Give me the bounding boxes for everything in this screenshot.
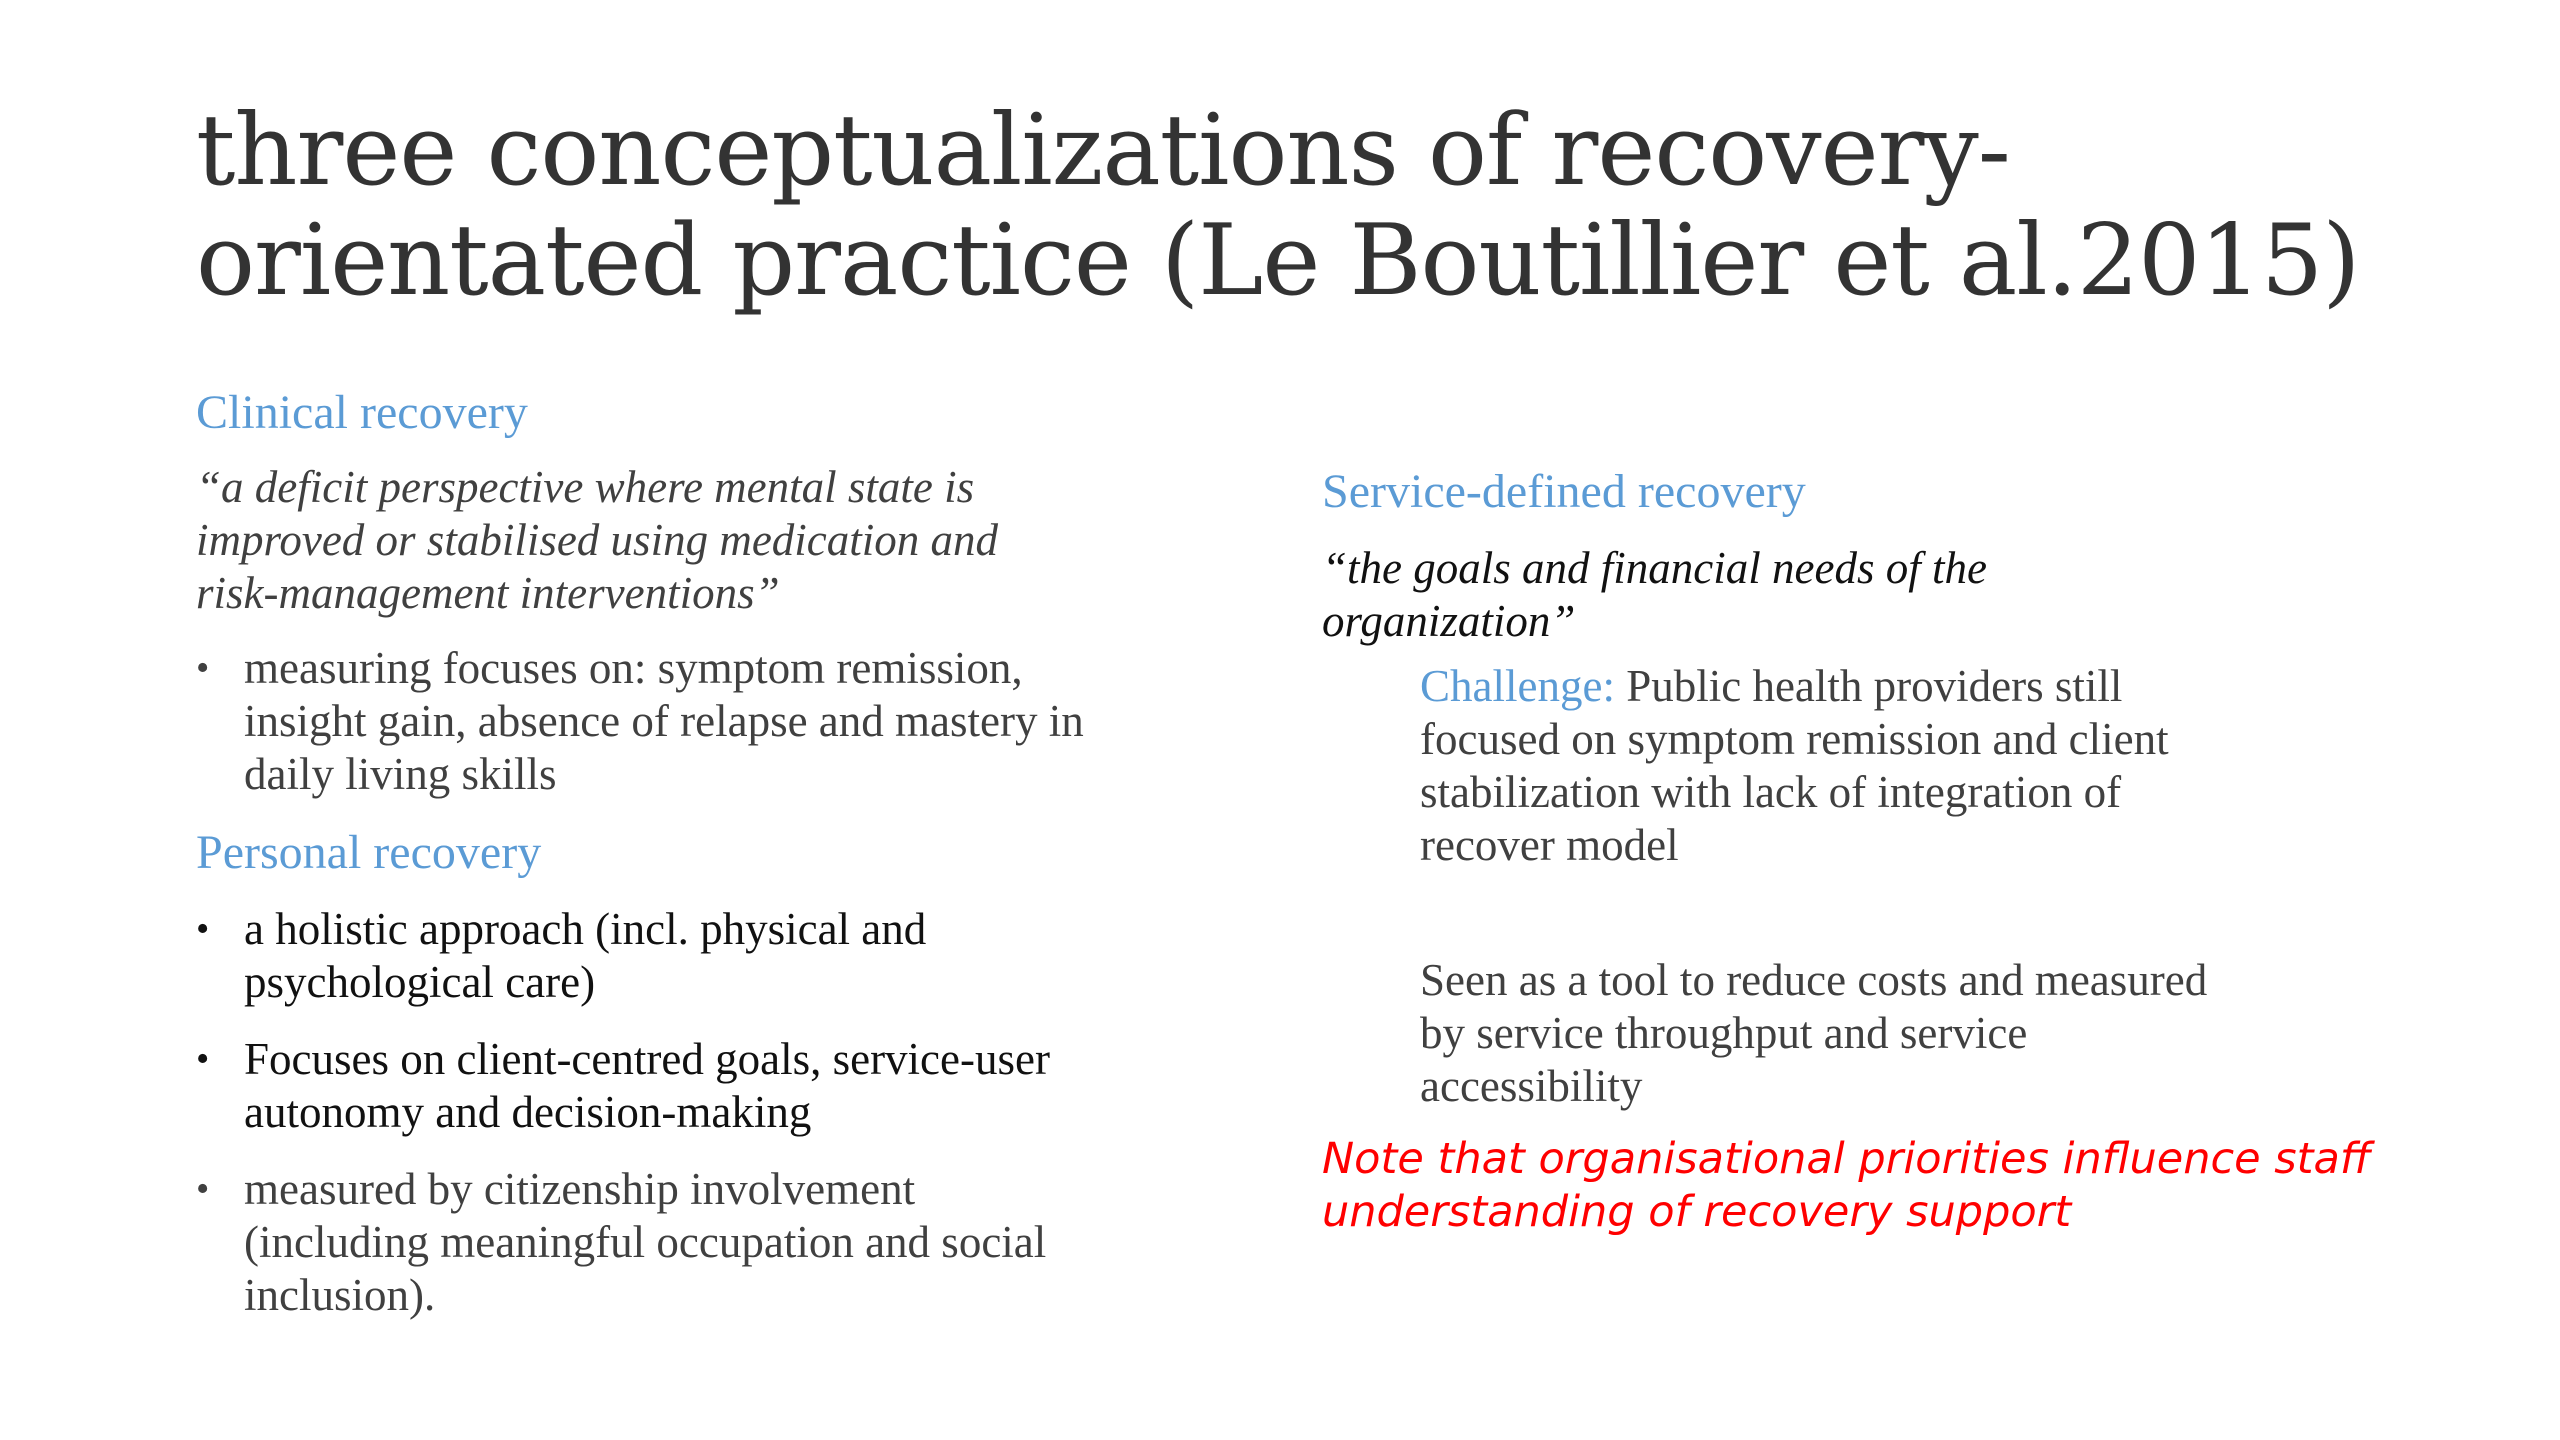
personal-bullet-list	[196, 903, 1266, 1322]
list-item	[196, 642, 1266, 801]
clinical-recovery-heading: Clinical recovery	[196, 386, 528, 439]
seen-as-line: Seen as a tool to reduce costs and measured	[1420, 955, 2208, 1005]
challenge-line: focused on symptom remission and client	[1420, 714, 2169, 764]
clinical-recovery-quote	[196, 461, 1266, 620]
right-column	[1322, 464, 2482, 1239]
slide-title-line-2: orientated practice (Le Boutillier et al.2015)	[196, 204, 2360, 318]
note-line: understanding of recovery support	[1322, 1187, 2072, 1237]
seen-as-paragraph	[1420, 954, 2482, 1113]
quote-line: risk-management interventions”	[196, 568, 780, 618]
service-defined-recovery-quote	[1322, 542, 2482, 648]
service-defined-recovery-heading: Service-defined recovery	[1322, 465, 1806, 518]
seen-as-line: accessibility	[1420, 1061, 1643, 1111]
slide-title-line-1: three conceptualizations of recovery-	[196, 94, 2010, 208]
clinical-bullet-list	[196, 642, 1266, 801]
list-item	[196, 903, 1266, 1009]
seen-as-line: by service throughput and service	[1420, 1008, 2028, 1058]
list-item	[196, 1163, 1266, 1322]
bullet-line: a holistic approach (incl. physical and	[244, 904, 927, 954]
note-line: Note that organisational priorities influence staff	[1322, 1134, 2371, 1184]
bullet-icon: •	[196, 647, 210, 689]
bullet-line: inclusion).	[244, 1270, 436, 1320]
left-column	[196, 385, 1266, 1322]
list-item	[196, 1033, 1266, 1139]
quote-line: “a deficit perspective where mental state is	[196, 462, 975, 512]
bullet-icon: •	[196, 908, 210, 950]
quote-line: improved or stabilised using medication and	[196, 515, 999, 565]
challenge-text: Public health providers still	[1614, 661, 2123, 711]
organisational-priorities-note	[1322, 1133, 2482, 1239]
challenge-line	[1420, 660, 2482, 713]
quote-line: organization”	[1322, 596, 1576, 646]
bullet-line: autonomy and decision-making	[244, 1087, 812, 1137]
challenge-label: Challenge:	[1420, 661, 1615, 711]
bullet-line: measuring focuses on: symptom remission,	[244, 643, 1023, 693]
slide-title	[196, 96, 2446, 316]
personal-recovery-heading: Personal recovery	[196, 826, 542, 879]
bullet-icon: •	[196, 1038, 210, 1080]
bullet-line: (including meaningful occupation and social	[244, 1217, 1047, 1267]
bullet-icon: •	[196, 1168, 210, 1210]
challenge-line: stabilization with lack of integration of	[1420, 767, 2122, 817]
challenge-line: recover model	[1420, 820, 1679, 870]
quote-line: “the goals and financial needs of the	[1322, 543, 1987, 593]
challenge-paragraph	[1420, 660, 2482, 872]
bullet-line: psychological care)	[244, 957, 596, 1007]
bullet-line: Focuses on client-centred goals, service-user	[244, 1034, 1050, 1084]
bullet-line: daily living skills	[244, 749, 557, 799]
bullet-line: insight gain, absence of relapse and mastery in	[244, 696, 1084, 746]
bullet-line: measured by citizenship involvement	[244, 1164, 916, 1214]
